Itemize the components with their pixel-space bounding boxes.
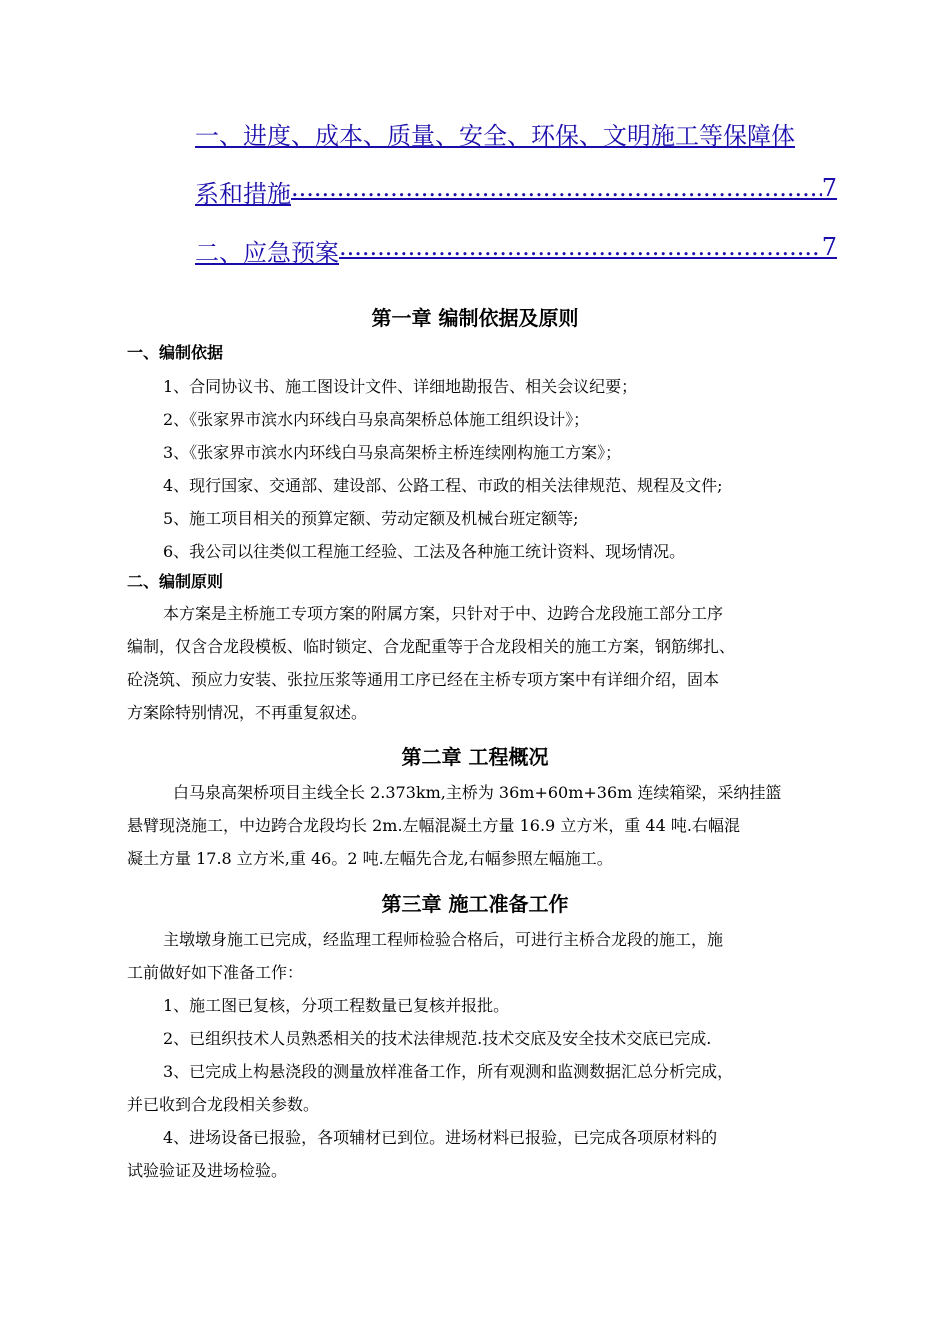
overview-line-1: 白马泉高架桥项目主线全长 2.373km,主桥为 36m+60m+36m 连续箱梁，采纳挂篮 — [173, 783, 782, 802]
basis-item-6: 6、我公司以往类似工程施工经验、工法及各种施工统计资料、现场情况。 — [163, 542, 686, 561]
section-basis-heading: 一、编制依据 — [127, 343, 224, 362]
chapter-2-title: 第二章 工程概况 — [401, 745, 549, 769]
prep-item-2: 2、已组织技术人员熟悉相关的技术法律规范.技术交底及安全技术交底已完成. — [163, 1029, 712, 1048]
toc-entry-1-title: 系和措施 — [195, 180, 291, 208]
prep-item-1: 1、施工图已复核，分项工程数量已复核并报批。 — [163, 996, 510, 1015]
section-principles-heading: 二、编制原则 — [127, 572, 224, 591]
toc-leader-dots — [291, 174, 822, 209]
toc-entry-2-page: 7 — [821, 233, 837, 261]
basis-item-5: 5、施工项目相关的预算定额、劳动定额及机械台班定额等; — [163, 509, 579, 528]
toc-entry-2-title: 二、应急预案 — [195, 239, 339, 267]
toc-entry-1-line-2[interactable] — [195, 174, 837, 209]
basis-item-3: 3、《张家界市滨水内环线白马泉高架桥主桥连续刚构施工方案》； — [163, 443, 622, 462]
chapter-1-title: 第一章 编制依据及原则 — [371, 306, 579, 330]
principle-line-3: 砼浇筑、预应力安装、张拉压浆等通用工序已经在主桥专项方案中有详细介绍，固本 — [127, 670, 720, 689]
prep-item-3-line-1: 3、已完成上构悬浇段的测量放样准备工作，所有观测和监测数据汇总分析完成， — [163, 1062, 734, 1081]
prep-item-4-line-2: 试验验证及进场检验。 — [127, 1161, 288, 1180]
toc-entry-1-line-1[interactable]: 一、进度、成本、质量、安全、环保、文明施工等保障体 — [195, 122, 795, 150]
basis-item-2: 2、《张家界市滨水内环线白马泉高架桥总体施工组织设计》； — [163, 410, 590, 429]
toc-entry-2[interactable] — [195, 233, 837, 268]
toc-leader-dots — [339, 233, 822, 268]
basis-item-4: 4、现行国家、交通部、建设部、公路工程、市政的相关法律规范、规程及文件; — [163, 476, 723, 495]
overview-line-3: 凝土方量 17.8 立方米,重 46。2 吨.左幅先合龙,右幅参照左幅施工。 — [127, 849, 613, 868]
overview-line-2: 悬臂现浇施工，中边跨合龙段均长 2m.左幅混凝土方量 16.9 立方米，重 44 吨.右幅混 — [127, 816, 740, 835]
principle-line-1: 本方案是主桥施工专项方案的附属方案，只针对于中、边跨合龙段施工部分工序 — [163, 604, 724, 623]
chapter-3-title: 第三章 施工准备工作 — [381, 892, 569, 916]
prep-intro-line-2: 工前做好如下准备工作： — [127, 963, 304, 982]
prep-item-3-line-2: 并已收到合龙段相关参数。 — [127, 1095, 320, 1114]
basis-item-1: 1、合同协议书、施工图设计文件、详细地勘报告、相关会议纪要； — [163, 377, 638, 396]
principle-line-2: 编制，仅含合龙段模板、临时锁定、合龙配重等于合龙段相关的施工方案，钢筋绑扎、 — [127, 637, 736, 656]
principle-line-4: 方案除特别情况，不再重复叙述。 — [127, 703, 368, 722]
prep-item-4-line-1: 4、进场设备已报验，各项辅材已到位。进场材料已报验，已完成各项原材料的 — [163, 1128, 718, 1147]
toc-entry-1-page: 7 — [821, 174, 837, 202]
prep-intro-line-1: 主墩墩身施工已完成，经监理工程师检验合格后，可进行主桥合龙段的施工，施 — [163, 930, 724, 949]
